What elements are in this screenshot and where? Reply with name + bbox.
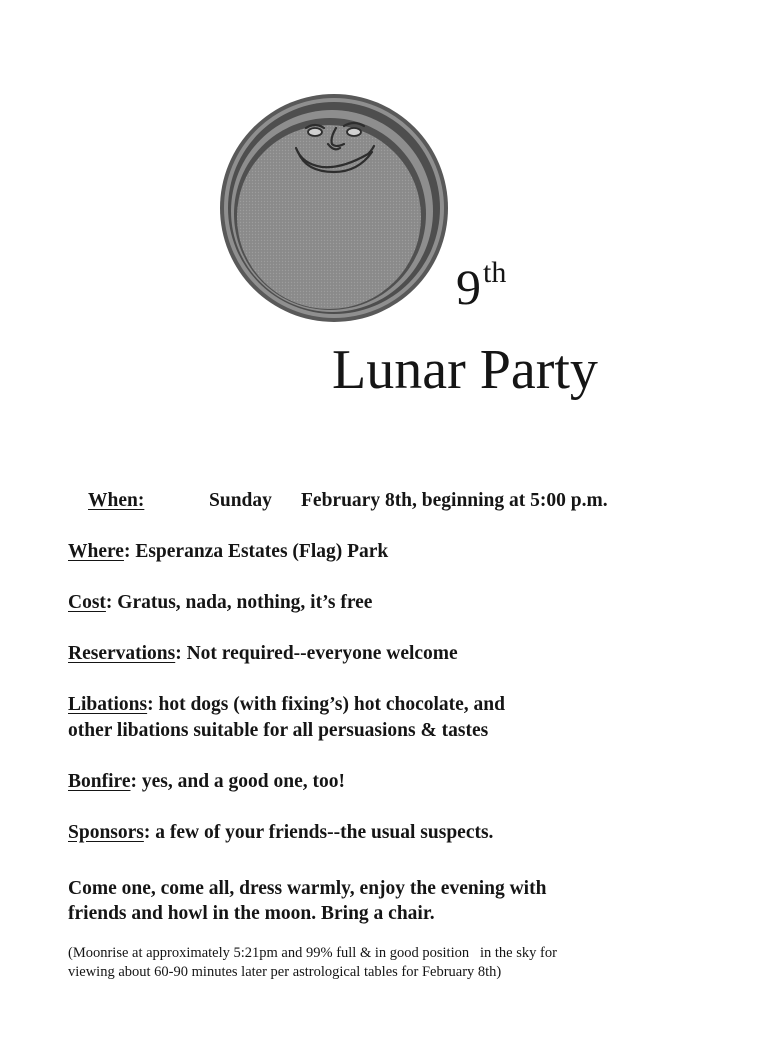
note-line-1: (Moonrise at approximately 5:21pm and 99% full & in good position in the sky for [68,945,557,961]
bonfire-line [68,770,345,794]
where-line [68,540,388,564]
party-edition-number [456,256,507,315]
sponsors-line [68,821,493,845]
reservations-line [68,642,458,666]
cost-line [68,591,372,615]
cost-text: : Gratus, nada, nothing, it’s free [105,592,373,613]
smiling-moon-illustration [218,92,450,324]
bonfire-label: Bonfire [68,771,131,792]
moonrise-note [68,944,557,982]
sponsors-label: Sponsors [68,822,144,843]
libations-line [68,693,505,717]
when-day: Sunday [209,490,272,511]
when-detail: February 8th, beginning at 5:00 p.m. [301,490,608,511]
closing-line-2: friends and howl in the moon. Bring a chair. [68,903,435,925]
page-title: Lunar Party [332,339,598,401]
sponsors-text: : a few of your friends--the usual suspects. [143,822,494,843]
note-line-2: viewing about 60-90 minutes later per astrological tables for February 8th) [68,963,502,980]
reservations-label: Reservations [68,643,176,664]
closing-message [68,876,546,927]
cost-label: Cost [68,592,106,613]
reservations-text: : Not required--everyone welcome [175,643,458,664]
closing-line-1: Come one, come all, dress warmly, enjoy the evening with [68,878,547,899]
bonfire-text: : yes, and a good one, too! [130,771,345,792]
libations-line-2: other libations suitable for all persuasions & tastes [68,720,489,741]
edition-suffix: th [483,256,507,289]
where-text: : Esperanza Estates (Flag) Park [123,541,389,562]
libations-text: : hot dogs (with fixing’s) hot chocolate, and [147,694,505,715]
where-label: Where [68,541,124,562]
when-label: When: [88,490,145,511]
when-line [88,489,144,513]
libations-label: Libations [68,694,148,715]
edition-number: 9 [456,259,481,315]
